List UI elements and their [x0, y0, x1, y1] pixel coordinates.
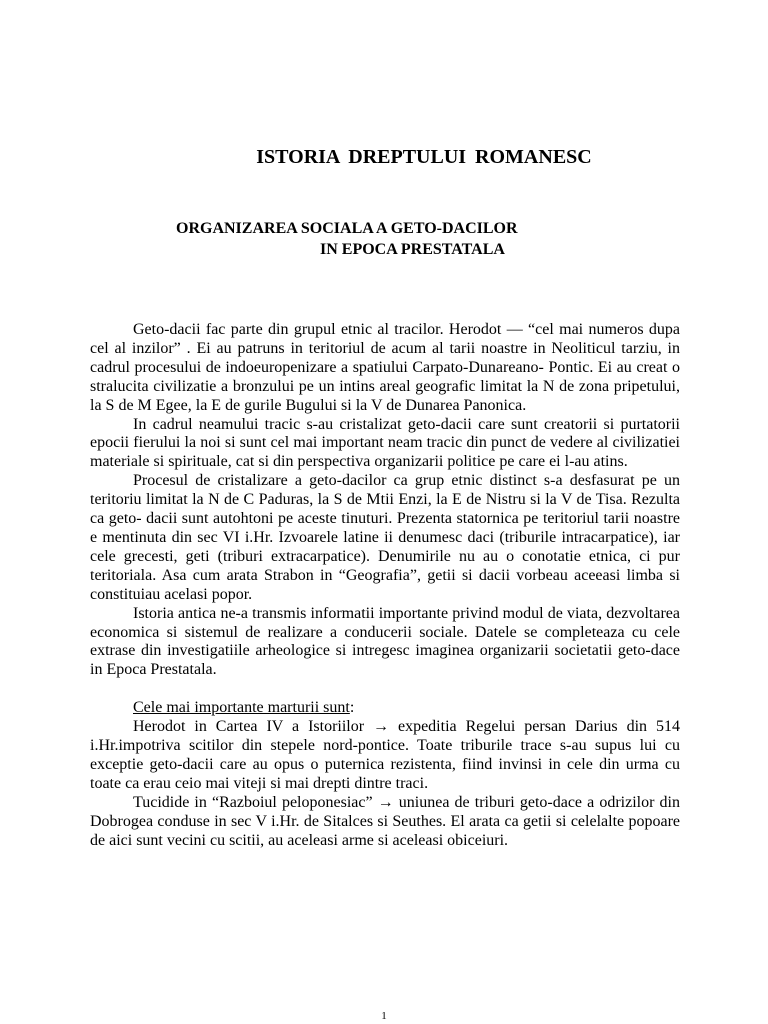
document-subtitle-line-2: IN EPOCA PRESTATALA [320, 241, 505, 258]
paragraph-4: Istoria antica ne-a transmis informatii importante privind modul de viata, dezvoltarea economica si sistemul de realizare a conducerii sociale. Datele se completeaza cu cele extrase din investigatiile arheologice si intregesc imaginea organizarii societatii geto-dace in Epoca Prestatala. [90, 604, 680, 679]
testimony-tucidide: Tucidide in “Razboiul peloponesiac” → uniunea de triburi geto-dace a odrizilor din Dobrogea conduse in sec V i.Hr. de Sitalces si Seuthes. El arata ca getii si celelalte popoare de aici sunt vecini cu scitii, au aceleasi arme si aceleasi obiceiuri. [90, 793, 680, 849]
paragraph-2: In cadrul neamului tracic s-au cristalizat geto-dacii care sunt creatorii si purtatorii epocii fierului la noi si sunt cel mai important neam tracic din punct de vedere al civilizatiei materiale si spirituale, cat si din perspectiva organizarii politice pe care ei l-au atins. [90, 415, 680, 471]
paragraph-3: Procesul de cristalizare a geto-dacilor ca grup etnic distinct s-a desfasurat pe un teritoriu limitat la N de C Paduras, la S de Mtii Enzi, la E de Nistru si la V de Tisa. Rezulta ca geto- dacii sunt autohtoni pe aceste tinuturi. Prezenta statornica pe teritoriul tarii noastre e mentinuta din sec VI i.Hr. Izvoarele latine ii denumesc daci (triburile intracarpatice), iar cele grecesti, geti (triburi extracarpatice). Denumirile nu au o conotatie etnica, ci pur teritoriala. Asa cum arata Strabon in “Geografia”, getii si dacii vorbeau aceeasi limba si constituiau acelasi popor. [90, 472, 680, 603]
section-heading-text: Cele mai importante marturii sunt [133, 699, 350, 717]
document-title: ISTORIA DREPTULUI ROMANESC [256, 146, 592, 168]
paragraph-1: Geto-dacii fac parte din grupul etnic al tracilor. Herodot — “cel mai numeros dupa cel al inzilor” . Ei au patruns in teritoriul de acum al tarii noastre in Neoliticul tarziu, in cadrul procesului de indoeuropenizare a spatiului Carpato-Dunareano- Pontic. Ei au creat o stralucita civilizatie a bronzului pe un intins areal geografic limitat la N de zona pripetului, la S de M Egee, la E de gurile Bugului si la V de Dunarea Panonica. [90, 321, 680, 414]
testimony-herodot: Herodot in Cartea IV a Istoriilor → expeditia Regelui persan Darius din 514 i.Hr.impotriva scitilor din stepele nord-pontice. Toate triburile trace s-au supus lui cu exceptie geto-dacii care au opus o puternica rezistenta, fiind invinsi in cele din urma cu toate ca erau ceio mai viteji si mai drepti dintre traci. [90, 718, 680, 792]
document-body [90, 321, 680, 850]
section-heading [90, 699, 680, 718]
page-number: 1 [381, 1010, 387, 1022]
section-heading-colon: : [349, 699, 355, 717]
document-subtitle-line-1: ORGANIZAREA SOCIALA A GETO-DACILOR [176, 220, 518, 237]
